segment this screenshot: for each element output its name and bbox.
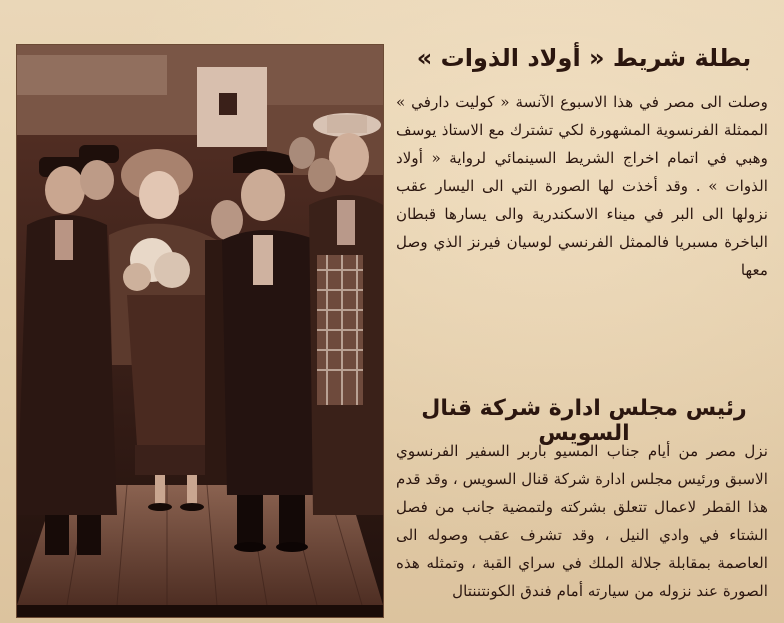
headline-actress: بطلة شريط « أولاد الذوات » (416, 44, 752, 72)
group-photo-icon (17, 45, 383, 617)
headline-suez-canal: رئيس مجلس ادارة شركة قنال السويس (421, 396, 747, 446)
group-photo (16, 44, 384, 618)
text-column (392, 40, 776, 623)
article-suez-body: نزل مصر من أيام جناب المسيو باربر السفير الفرنسوي الاسبق ورئيس مجلس ادارة شركة قنال السويس ، وقد قدم هذا القطر لاعمال تتعلق بشركته ولتمضية جانب من فصل الشتاء في وادي النيل ، وقد تشرف عقب وصوله الى العاصمة بمقابلة جلالة الملك في سراي القبة ، وتمثله هذه الصورة عند نزوله من سيارته أمام فندق الكونتننتال (396, 442, 768, 600)
article-actress-body: وصلت الى مصر في هذا الاسبوع الآنسة « كوليت دارفي » الممثلة الفرنسوية المشهورة لكي تشترك مع الاستاذ يوسف وهبي في اتمام اخراج الشريط السينمائي لرواية « أولاد الذوات » . وقد أخذت لها الصورة التي الى اليسار عقب نزولها الى البر في ميناء الاسكندرية والى يسارها قبطان الباخرة مسبريا فالممثل الفرنسي لوسيان فيرنز الذي وصل معها (396, 93, 768, 279)
